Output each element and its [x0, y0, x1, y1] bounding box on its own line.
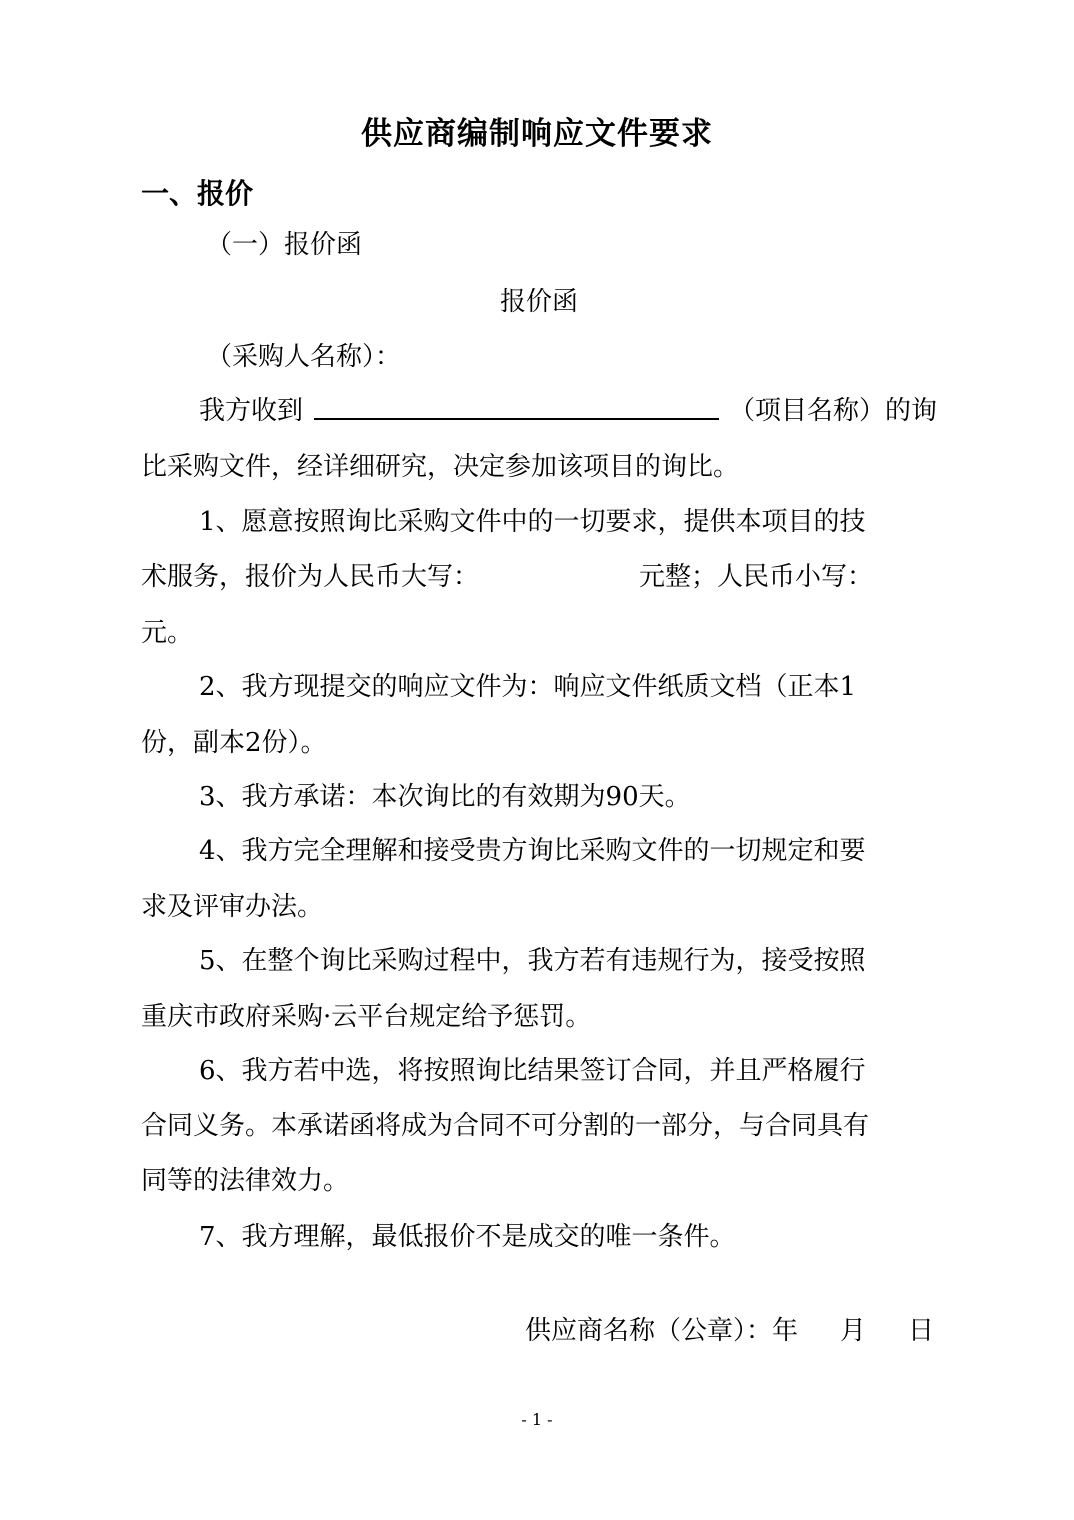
- intro-paragraph-line1: [141, 392, 937, 430]
- item6-line3: 同等的法律效力。: [141, 1166, 350, 1196]
- item4-line2: 求及评审办法。: [141, 892, 324, 922]
- item7-line1: 7、我方理解，最低报价不是成交的唯一条件。: [199, 1222, 736, 1252]
- intro-prefix: 我方收到: [199, 396, 304, 426]
- intro-suffix: （项目名称）的询: [728, 396, 937, 426]
- item1-line1: 1、愿意按照询比采购文件中的一切要求，提供本项目的技: [199, 507, 866, 537]
- sub-heading-quote-letter: （一）报价函: [206, 230, 363, 260]
- item5-line2: 重庆市政府采购·云平台规定给予惩罚。: [141, 1002, 592, 1032]
- item1-line2: [141, 558, 937, 596]
- item2-line2: 份，副本2份）。: [141, 728, 327, 758]
- page-number: - 1 -: [521, 1410, 553, 1429]
- item2-line1: 2、我方现提交的响应文件为：响应文件纸质文档（正本1: [199, 672, 857, 702]
- item3-line1: 3、我方承诺：本次询比的有效期为90天。: [199, 782, 691, 812]
- project-name-blank[interactable]: [314, 392, 719, 420]
- document-title: 供应商编制响应文件要求: [361, 116, 713, 152]
- signature-line: [525, 1312, 934, 1350]
- supplier-name-label: 供应商名称（公章）：: [524, 1316, 772, 1346]
- item5-line1: 5、在整个询比采购过程中，我方若有违规行为，接受按照: [199, 946, 866, 976]
- month-label: 月: [839, 1316, 866, 1346]
- year-label: 年: [771, 1316, 798, 1346]
- item6-line2: 合同义务。本承诺函将成为合同不可分割的一部分，与合同具有: [141, 1111, 870, 1141]
- item6-line1: 6、我方若中选，将按照询比结果签订合同，并且严格履行: [199, 1056, 866, 1086]
- addressee-line: （采购人名称）：: [206, 342, 402, 372]
- day-label: 日: [907, 1316, 934, 1346]
- item4-line1: 4、我方完全理解和接受贵方询比采购文件的一切规定和要: [199, 836, 866, 866]
- price-lowercase-label: 元整；人民币小写：: [639, 562, 874, 592]
- intro-paragraph-line2: 比采购文件，经详细研究，决定参加该项目的询比。: [141, 452, 740, 482]
- item1-line3: 元。: [141, 618, 194, 648]
- section-heading-quote: 一、报价: [141, 177, 254, 210]
- letter-title: 报价函: [499, 287, 578, 317]
- price-uppercase-label: 术服务，报价为人民币大写：: [141, 562, 480, 592]
